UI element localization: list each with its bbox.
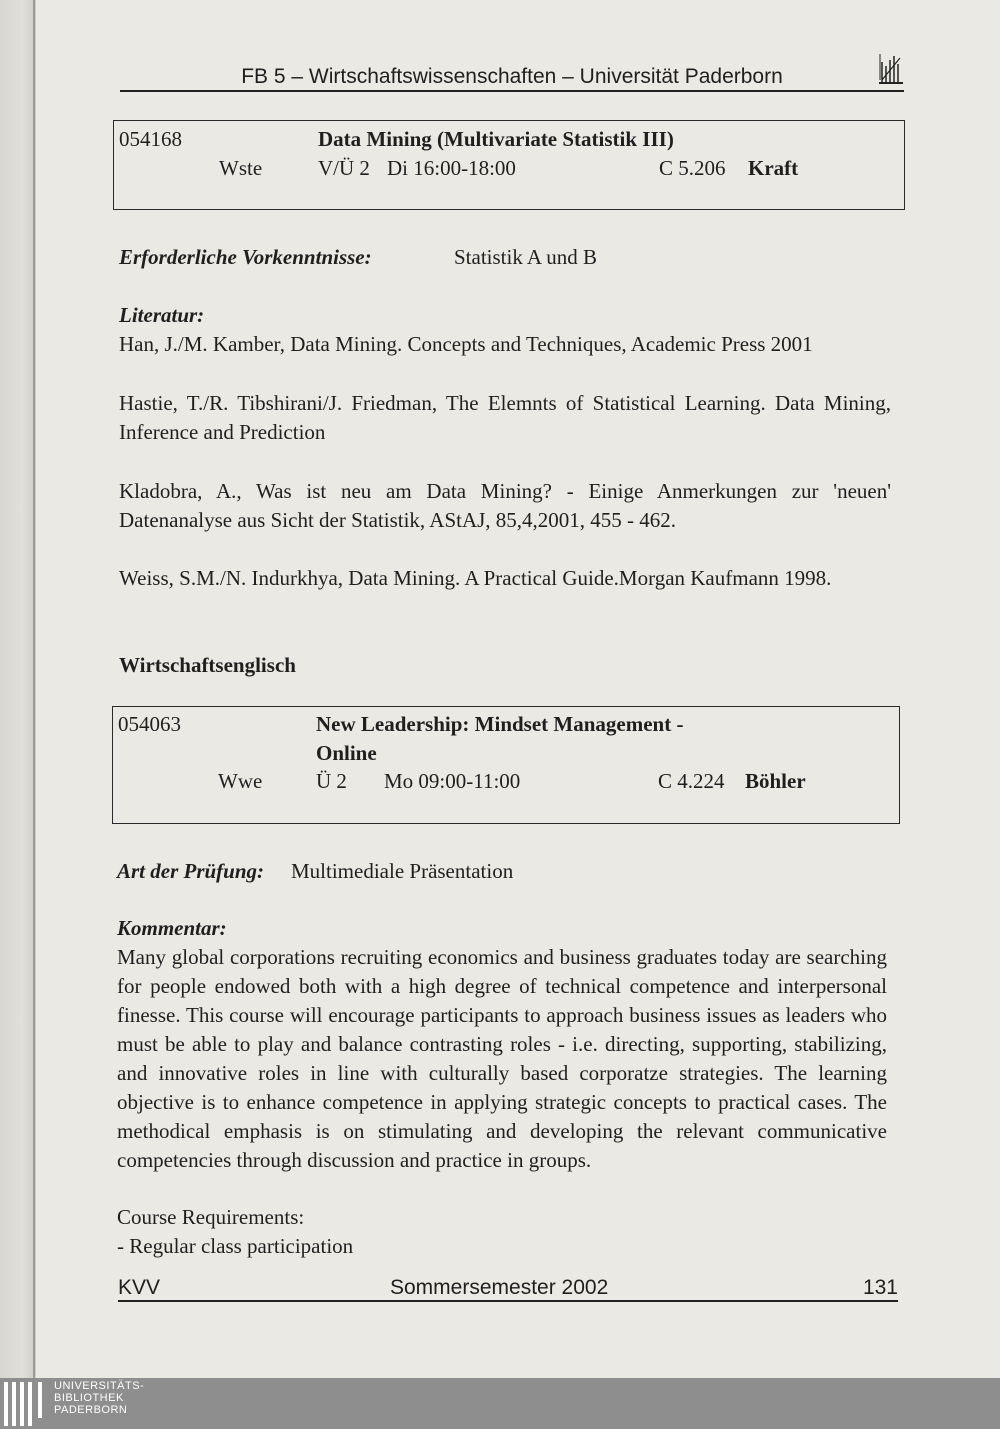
prereq-label: Erforderliche Vorkenntnisse:: [119, 245, 372, 269]
comment-label: Kommentar:: [117, 916, 227, 940]
requirements-item: - Regular class participation: [117, 1234, 354, 1258]
course-time: Mo 09:00-11:00: [384, 769, 521, 793]
course-lecturer: Böhler: [745, 769, 806, 793]
course-title: Data Mining (Multivariate Statistik III): [318, 127, 674, 151]
course-lecturer: Kraft: [748, 156, 799, 180]
exam-label: Art der Prüfung:: [117, 859, 265, 883]
page-number: 131: [862, 1276, 898, 1299]
footer-center: Sommersemester 2002: [390, 1276, 609, 1299]
library-banner: [0, 1378, 1000, 1429]
exam-value: Multimediale Präsentation: [291, 859, 514, 883]
course-number: 054168: [119, 127, 182, 151]
binding-line: [33, 0, 35, 1378]
course-title: New Leadership: Mindset Management -: [316, 712, 684, 736]
literature-item: Weiss, S.M./N. Indurkhya, Data Mining. A Practical Guide.Morgan Kaufmann 1998.: [119, 566, 832, 590]
course-number: 054063: [118, 712, 181, 736]
university-logo-icon: [878, 50, 904, 86]
literature-label: Literatur:: [119, 303, 205, 327]
literature-item: Kladobra, A., Was ist neu am Data Mining? - Einige Anmerkungen zur 'neuen' Datenanalyse aus Sicht der Statistik, AStAJ, 85,4,2001, 455 - 462.: [119, 479, 891, 532]
course-title-continued: Online: [316, 741, 377, 765]
page-header: [120, 64, 904, 92]
footer-left: KVV: [118, 1276, 161, 1299]
course-audience: Wwe: [218, 769, 263, 793]
course-type: Ü 2: [316, 769, 347, 793]
comment-text: Many global corporations recruiting economics and business graduates today are searching for people endowed both with a high degree of technical competence and interpersonal finesse. This course will encourage participants to approach business issues as leaders who must be able to play and balance contrasting roles - i.e. directing, supporting, stabilizing, and innovative roles in line with culturally based corporatze strategies. The learning objective is to enhance competence in applying strategic concepts to practical cases. The methodical emphasis is on stimulating and developing the relevant communicative competencies through discussion and practice in groups.: [117, 945, 887, 1172]
literature-item: Han, J./M. Kamber, Data Mining. Concepts and Techniques, Academic Press 2001: [119, 332, 813, 356]
section-heading: Wirtschaftsenglisch: [119, 653, 296, 677]
literature-item: Hastie, T./R. Tibshirani/J. Friedman, The Elemnts of Statistical Learning. Data Mining, Inference and Prediction: [119, 391, 891, 444]
page-footer: [118, 1276, 898, 1302]
course-type: V/Ü 2: [318, 156, 370, 180]
library-name: UNIVERSITÄTS- BIBLIOTHEK PADERBORN: [54, 1380, 145, 1416]
course-audience: Wste: [219, 156, 263, 180]
course-time: Di 16:00-18:00: [387, 156, 516, 180]
prereq-value: Statistik A und B: [454, 245, 597, 269]
course-room: C 4.224: [658, 769, 725, 793]
header-title: FB 5 – Wirtschaftswissenschaften – Universität Paderborn: [241, 65, 783, 88]
course-room: C 5.206: [659, 156, 726, 180]
requirements-label: Course Requirements:: [117, 1205, 305, 1229]
page-gutter: [0, 0, 36, 1378]
